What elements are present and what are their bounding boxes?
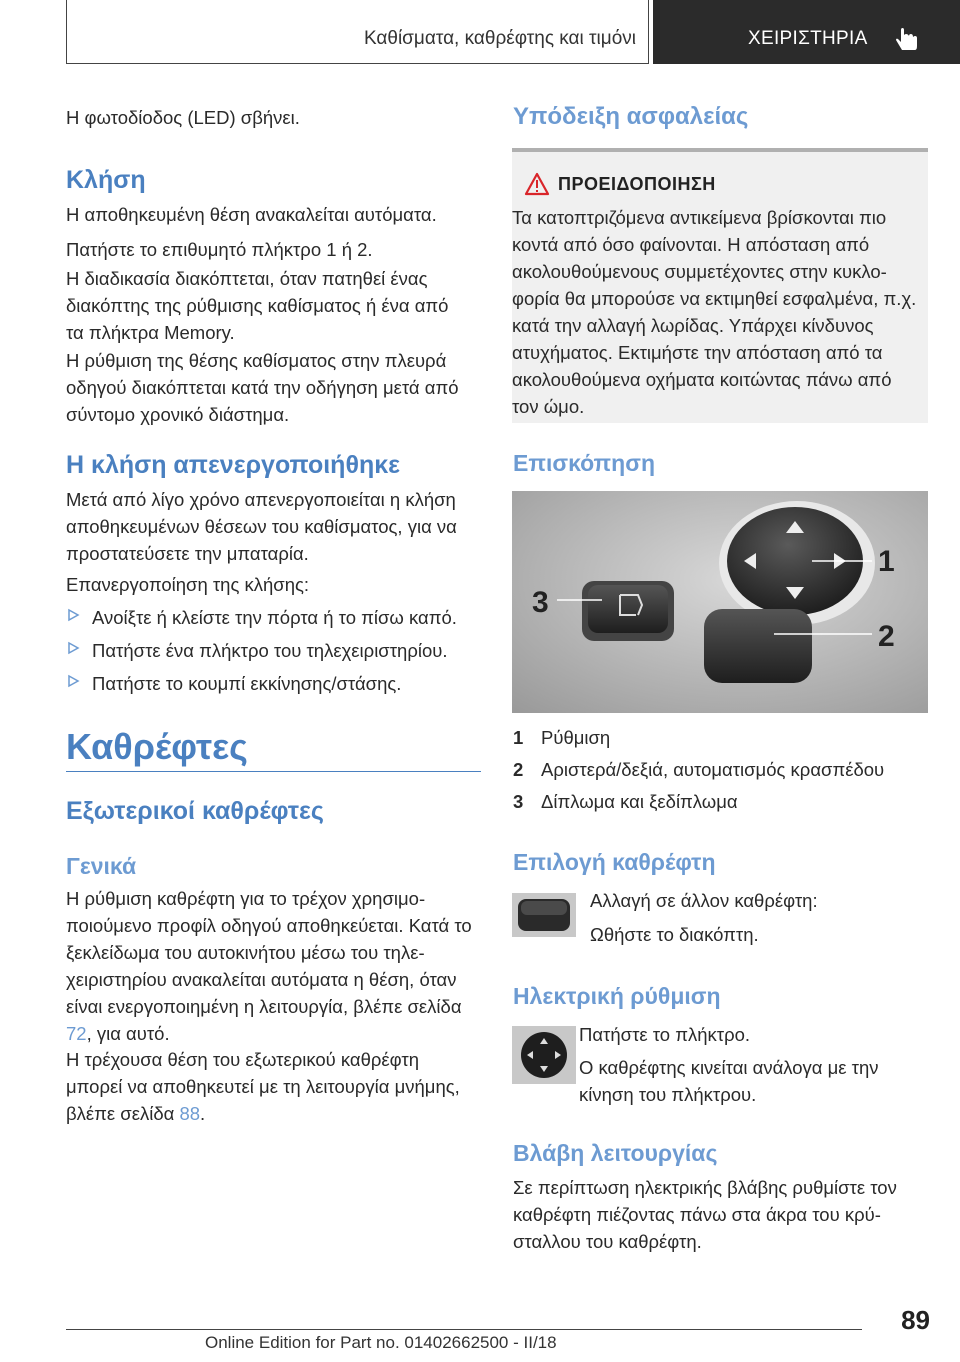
list-item [66, 604, 486, 632]
triangle-bullet-icon [66, 641, 80, 655]
general-text-1: Η ρύθμιση καθρέφτη για το τρέχον χρησιμοποιούμενο προφίλ οδηγού αποθηκεύεται. Κατά το ξεκλείδωμα του αυτοκινήτου μέσω του τηλεχειριστηρίου ανακαλείται αυτόματα η θέση, όταν είναι ενεργοποιημένη η λειτουργία, βλέπε σελίδα 72, για αυτό. [66, 888, 472, 1044]
footer-edition: Online Edition for Part no. 01402662500 - II/18 [205, 1333, 557, 1352]
page-number: 89 [901, 1305, 930, 1335]
heading-rule [66, 771, 481, 772]
bullet-text: Πατήστε ένα πλήκτρο του τηλεχειριστηρίου. [92, 640, 448, 661]
heading-call-deactivated: Η κλήση απενεργοποιήθηκε [66, 451, 401, 479]
heading-exterior-mirrors: Εξωτερικοί καθρέφτες [66, 797, 324, 825]
call-text-3: Η διαδικασία διακόπτεται, όταν πατηθεί ένας διακόπτης της ρύθμισης καθίσματος ή ένα από τα πλήκτρα Memory. [66, 268, 449, 343]
triangle-bullet-icon [66, 674, 80, 688]
mirror-select-switch-icon [512, 893, 576, 937]
call-text-1: Η αποθηκευμένη θέση ανακαλείται αυτόματα. [66, 204, 437, 225]
heading-malfunction: Βλάβη λειτουργίας [513, 1140, 718, 1166]
warning-text: Τα κατοπτριζόμενα αντικείμενα βρίσκονται πιο κοντά από όσο φαίνονται. Η απόσταση από ακολουθούμενους συμμετέχοντες στην κυκλοφορία θα μπορούσε να εκτιμηθεί εσφαλμένα, π.χ. κατά την αλλαγή λωρίδας. Υπάρχει κίνδυνος ατυχήματος. Εκτιμήστε την απόσταση από τα ακολουθούμενα οχήματα κοιτώντας πάνω από τον ώμο. [512, 207, 917, 417]
legend-number: 2 [513, 759, 524, 780]
electric-text-1: Πατήστε το πλήκτρο. [579, 1024, 751, 1045]
heading-mirror-select: Επιλογή καθρέφτη [513, 849, 716, 875]
mirror-adjust-knob-icon [512, 1026, 576, 1084]
heading-call: Κλήση [66, 166, 146, 194]
callout-1: 1 [878, 545, 895, 578]
heading-overview: Επισκόπηση [513, 450, 655, 476]
legend-item [513, 788, 928, 816]
legend-text: Αριστερά/δεξιά, αυτοματισμός κρασπέδου [541, 759, 885, 780]
call-text-4: Η ρύθμιση της θέσης καθίσματος στην πλευρά οδηγού διακόπτεται κατά την οδήγηση μετά από σύντομο χρονικό διάστημα. [66, 350, 459, 425]
header-tab [653, 0, 960, 64]
deact-text-1: Μετά από λίγο χρόνο απενεργοποιείται η κλήση αποθηκευμένων θέσεων του καθίσματος, για να προστατεύσετε την μπαταρία. [66, 489, 457, 564]
legend-number: 1 [513, 727, 524, 748]
footer-rule [66, 1329, 862, 1330]
bullet-text: Ανοίξτε ή κλείστε την πόρτα ή το πίσω καπό. [92, 607, 457, 628]
bullet-text: Πατήστε το κουμπί εκκίνησης/στάσης. [92, 673, 402, 694]
call-text-2: Πατήστε το επιθυμητό πλήκτρο 1 ή 2. [66, 239, 373, 260]
heading-electric-adjust: Ηλεκτρική ρύθμιση [513, 983, 721, 1009]
header-section-box [66, 0, 649, 64]
heading-safety-note: Υπόδειξη ασφαλείας [513, 103, 749, 130]
select-text-1: Αλλαγή σε άλλον καθρέφτη: [590, 890, 818, 911]
triangle-bullet-icon [66, 608, 80, 622]
list-item [66, 670, 486, 698]
mirror-switch-photo [512, 491, 928, 713]
callout-3: 3 [532, 586, 549, 619]
warning-box [512, 148, 928, 423]
heading-mirrors: Καθρέφτες [66, 726, 248, 767]
legend-item [513, 724, 928, 752]
warning-title: ΠΡΟΕΙΔΟΠΟΙΗΣΗ [558, 174, 716, 194]
legend-number: 3 [513, 791, 524, 812]
legend-item [513, 756, 928, 784]
heading-general: Γενικά [66, 853, 137, 879]
page-link-88[interactable]: 88 [179, 1103, 201, 1124]
hand-pointer-icon [893, 26, 921, 54]
electric-text-2: Ο καθρέφτης κινείται ανάλογα με την κίνηση του πλήκτρου. [579, 1057, 879, 1105]
general-text-2: Η τρέχουσα θέση του εξωτερικού καθρέφτη μπορεί να αποθηκευτεί με τη λειτουργία μνήμης, βλέπε σελίδα 88. [66, 1049, 460, 1124]
deact-text-2: Επανεργοποίηση της κλήσης: [66, 574, 310, 595]
callout-2: 2 [878, 620, 895, 653]
page-link-72[interactable]: 72 [66, 1023, 87, 1044]
select-text-2: Ωθήστε το διακόπτη. [590, 924, 759, 945]
list-item [66, 637, 486, 665]
malfunction-text: Σε περίπτωση ηλεκτρικής βλάβης ρυθμίστε τον καθρέφτη πιέζοντας πάνω στα άκρα του κρύσταλλου του καθρέφτη. [513, 1177, 897, 1252]
header-tab-label: ΧΕΙΡΙΣΤΗΡΙΑ [748, 28, 868, 49]
led-text: Η φωτοδίοδος (LED) σβήνει. [66, 107, 300, 128]
legend-text: Δίπλωμα και ξεδίπλωμα [541, 791, 738, 812]
legend-text: Ρύθμιση [541, 727, 611, 748]
warning-triangle-icon [524, 172, 550, 196]
header-section-title: Καθίσματα, καθρέφτης και τιμόνι [363, 28, 636, 49]
